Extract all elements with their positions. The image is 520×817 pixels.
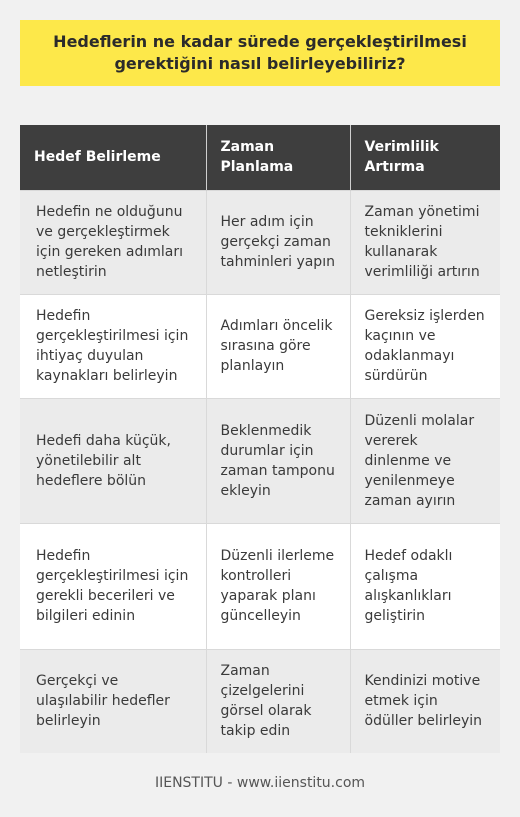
table-cell: Düzenli ilerleme kontrolleri yaparak planı güncelleyin: [206, 523, 350, 649]
table-cell: Hedef odaklı çalışma alışkanlıkları geliştirin: [350, 523, 500, 649]
page-title: [20, 20, 500, 86]
footer-credit: IIENSTITU - www.iienstitu.com: [154, 775, 366, 791]
table-cell: Her adım için gerçekçi zaman tahminleri yapın: [206, 190, 350, 294]
table-header-row: [20, 125, 500, 190]
column-header-verimlilik-artirma: Verimlilik Artırma: [350, 125, 500, 190]
table-cell: Zaman çizelgelerini görsel olarak takip edin: [206, 649, 350, 753]
table-cell: Adımları öncelik sırasına göre planlayın: [206, 294, 350, 398]
table-row: [20, 190, 500, 294]
table-cell: Hedefin ne olduğunu ve gerçekleştirmek için gereken adımları netleştirin: [20, 190, 206, 294]
page-title-text: Hedeflerin ne kadar sürede gerçekleştirilmesi gerektiğini nasıl belirleyebiliriz?: [53, 32, 467, 73]
comparison-table: [20, 125, 500, 753]
table-cell: Beklenmedik durumlar için zaman tamponu ekleyin: [206, 398, 350, 523]
table-row: [20, 398, 500, 523]
table-cell: Hedefi daha küçük, yönetilebilir alt hedeflere bölün: [20, 398, 206, 523]
table-cell: Gereksiz işlerden kaçının ve odaklanmayı sürdürün: [350, 294, 500, 398]
column-header-zaman-planlama: Zaman Planlama: [206, 125, 350, 190]
table-cell: Düzenli molalar vererek dinlenme ve yenilenmeye zaman ayırın: [350, 398, 500, 523]
table-cell: Gerçekçi ve ulaşılabilir hedefler belirleyin: [20, 649, 206, 753]
column-header-hedef-belirleme: Hedef Belirleme: [20, 125, 206, 190]
table-row: [20, 523, 500, 649]
table-row: [20, 294, 500, 398]
table-cell: Hedefin gerçekleştirilmesi için ihtiyaç duyulan kaynakları belirleyin: [20, 294, 206, 398]
table-cell: Kendinizi motive etmek için ödüller belirleyin: [350, 649, 500, 753]
table-cell: Hedefin gerçekleştirilmesi için gerekli becerileri ve bilgileri edinin: [20, 523, 206, 649]
table-row: [20, 649, 500, 753]
table-cell: Zaman yönetimi tekniklerini kullanarak verimliliği artırın: [350, 190, 500, 294]
